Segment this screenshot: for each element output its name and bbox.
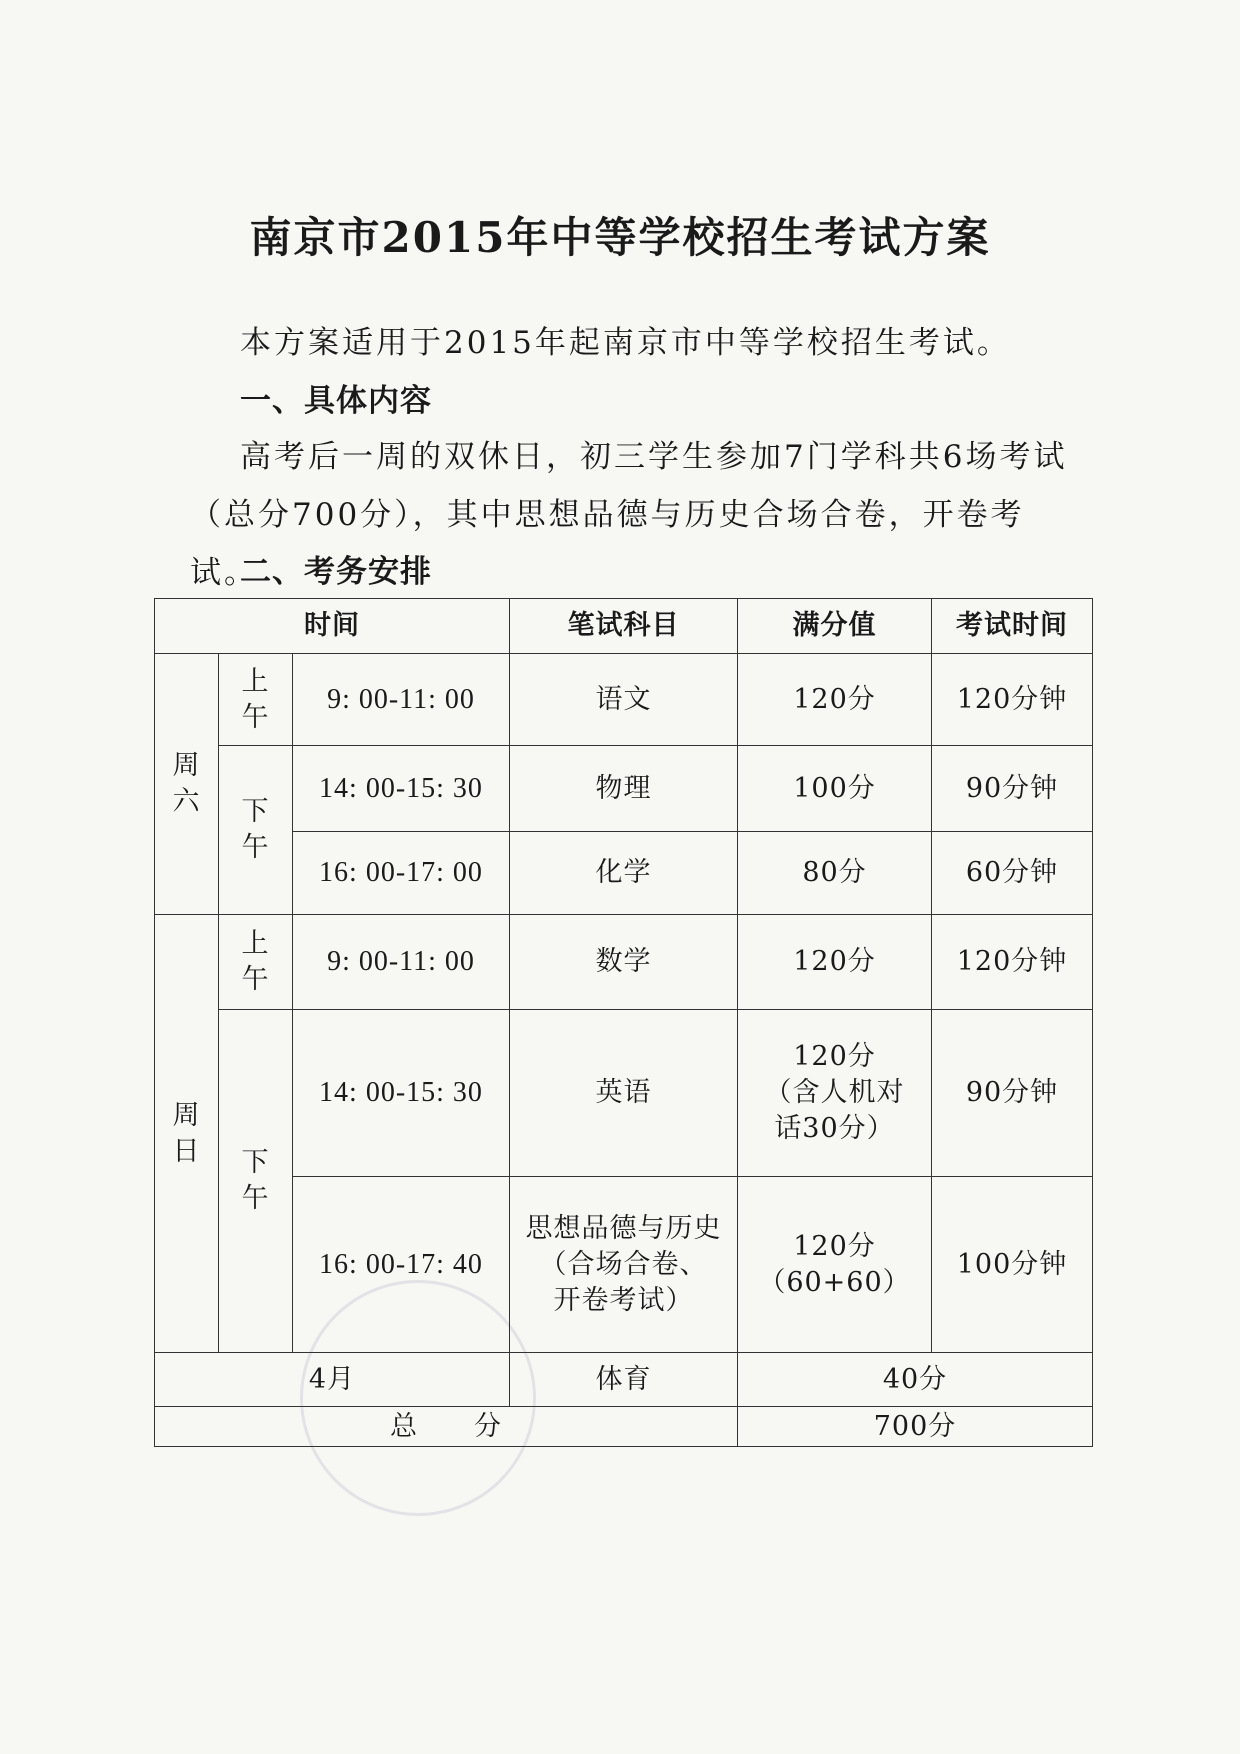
section1-heading: 一、具体内容 bbox=[240, 383, 432, 419]
score-line: 话30分） bbox=[774, 1113, 895, 1144]
time-cell: 14: 00-15: 30 bbox=[293, 746, 510, 832]
header-time: 时间 bbox=[155, 599, 510, 654]
total-row bbox=[155, 1407, 1093, 1447]
duration-cell: 120分钟 bbox=[932, 654, 1093, 746]
pe-subject-cell: 体育 bbox=[510, 1353, 738, 1407]
subject-line: （合场合卷、 bbox=[539, 1248, 708, 1280]
morning-label-sat bbox=[219, 654, 293, 746]
subject-line: 思想品德与历史 bbox=[525, 1212, 722, 1244]
subject-cell: 语文 bbox=[510, 654, 738, 746]
time-cell: 16: 00-17: 00 bbox=[293, 832, 510, 915]
subject-line: 开卷考试） bbox=[553, 1284, 694, 1316]
intro-paragraph: 本方案适用于2015年起南京市中等学校招生考试。 bbox=[240, 325, 1011, 361]
sunday-label bbox=[155, 915, 219, 1353]
score-line: （含人机对 bbox=[764, 1077, 905, 1108]
header-subject: 笔试科目 bbox=[510, 599, 738, 654]
duration-cell: 120分钟 bbox=[932, 915, 1093, 1010]
score-line: 120分 bbox=[793, 1230, 876, 1262]
duration-cell: 100分钟 bbox=[932, 1177, 1093, 1353]
total-score-cell: 700分 bbox=[738, 1407, 1093, 1447]
afternoon-label-sat bbox=[219, 746, 293, 915]
subject-cell bbox=[510, 1177, 738, 1353]
section2-heading: 二、考务安排 bbox=[240, 554, 432, 590]
score-cell: 80分 bbox=[738, 832, 932, 915]
saturday-text: 周六 bbox=[172, 750, 201, 817]
table-row bbox=[155, 1177, 1093, 1353]
time-cell: 9: 00-11: 00 bbox=[293, 915, 510, 1010]
score-cell: 120分 bbox=[738, 654, 932, 746]
afternoon-text: 下午 bbox=[241, 1147, 270, 1214]
table-header-row bbox=[155, 599, 1093, 654]
pe-time-cell: 4月 bbox=[155, 1353, 510, 1407]
score-cell: 100分 bbox=[738, 746, 932, 832]
total-label-cell: 总 分 bbox=[155, 1407, 738, 1447]
score-line: 120分 bbox=[793, 1041, 876, 1072]
duration-cell: 60分钟 bbox=[932, 832, 1093, 915]
score-cell: 120分 bbox=[738, 915, 932, 1010]
header-duration: 考试时间 bbox=[932, 599, 1093, 654]
subject-cell: 数学 bbox=[510, 915, 738, 1010]
time-cell: 14: 00-15: 30 bbox=[293, 1010, 510, 1177]
subject-cell: 化学 bbox=[510, 832, 738, 915]
subject-cell: 英语 bbox=[510, 1010, 738, 1177]
table-row bbox=[155, 746, 1093, 832]
saturday-label bbox=[155, 654, 219, 915]
afternoon-text: 下午 bbox=[241, 796, 270, 863]
time-cell: 9: 00-11: 00 bbox=[293, 654, 510, 746]
subject-cell: 物理 bbox=[510, 746, 738, 832]
morning-label-sun bbox=[219, 915, 293, 1010]
table-row bbox=[155, 1010, 1093, 1177]
morning-text: 上午 bbox=[241, 928, 270, 995]
duration-cell: 90分钟 bbox=[932, 746, 1093, 832]
document-title: 南京市2015年中等学校招生考试方案 bbox=[249, 213, 991, 262]
pe-row bbox=[155, 1353, 1093, 1407]
header-score: 满分值 bbox=[738, 599, 932, 654]
section1-paragraph: 高考后一周的双休日，初三学生参加7门学科共6场考试（总分700分），其中思想品德与历史合场合卷，开卷考试。 bbox=[190, 439, 1068, 591]
table-row bbox=[155, 832, 1093, 915]
score-line: （60+60） bbox=[758, 1266, 911, 1298]
afternoon-label-sun bbox=[219, 1010, 293, 1353]
duration-cell: 90分钟 bbox=[932, 1010, 1093, 1177]
score-cell bbox=[738, 1177, 932, 1353]
exam-schedule-table bbox=[154, 598, 1093, 1447]
morning-text: 上午 bbox=[241, 665, 270, 733]
table-row bbox=[155, 654, 1093, 746]
sunday-text: 周日 bbox=[172, 1099, 201, 1167]
table-row bbox=[155, 915, 1093, 1010]
pe-score-cell: 40分 bbox=[738, 1353, 1093, 1407]
score-cell bbox=[738, 1010, 932, 1177]
time-cell: 16: 00-17: 40 bbox=[293, 1177, 510, 1353]
